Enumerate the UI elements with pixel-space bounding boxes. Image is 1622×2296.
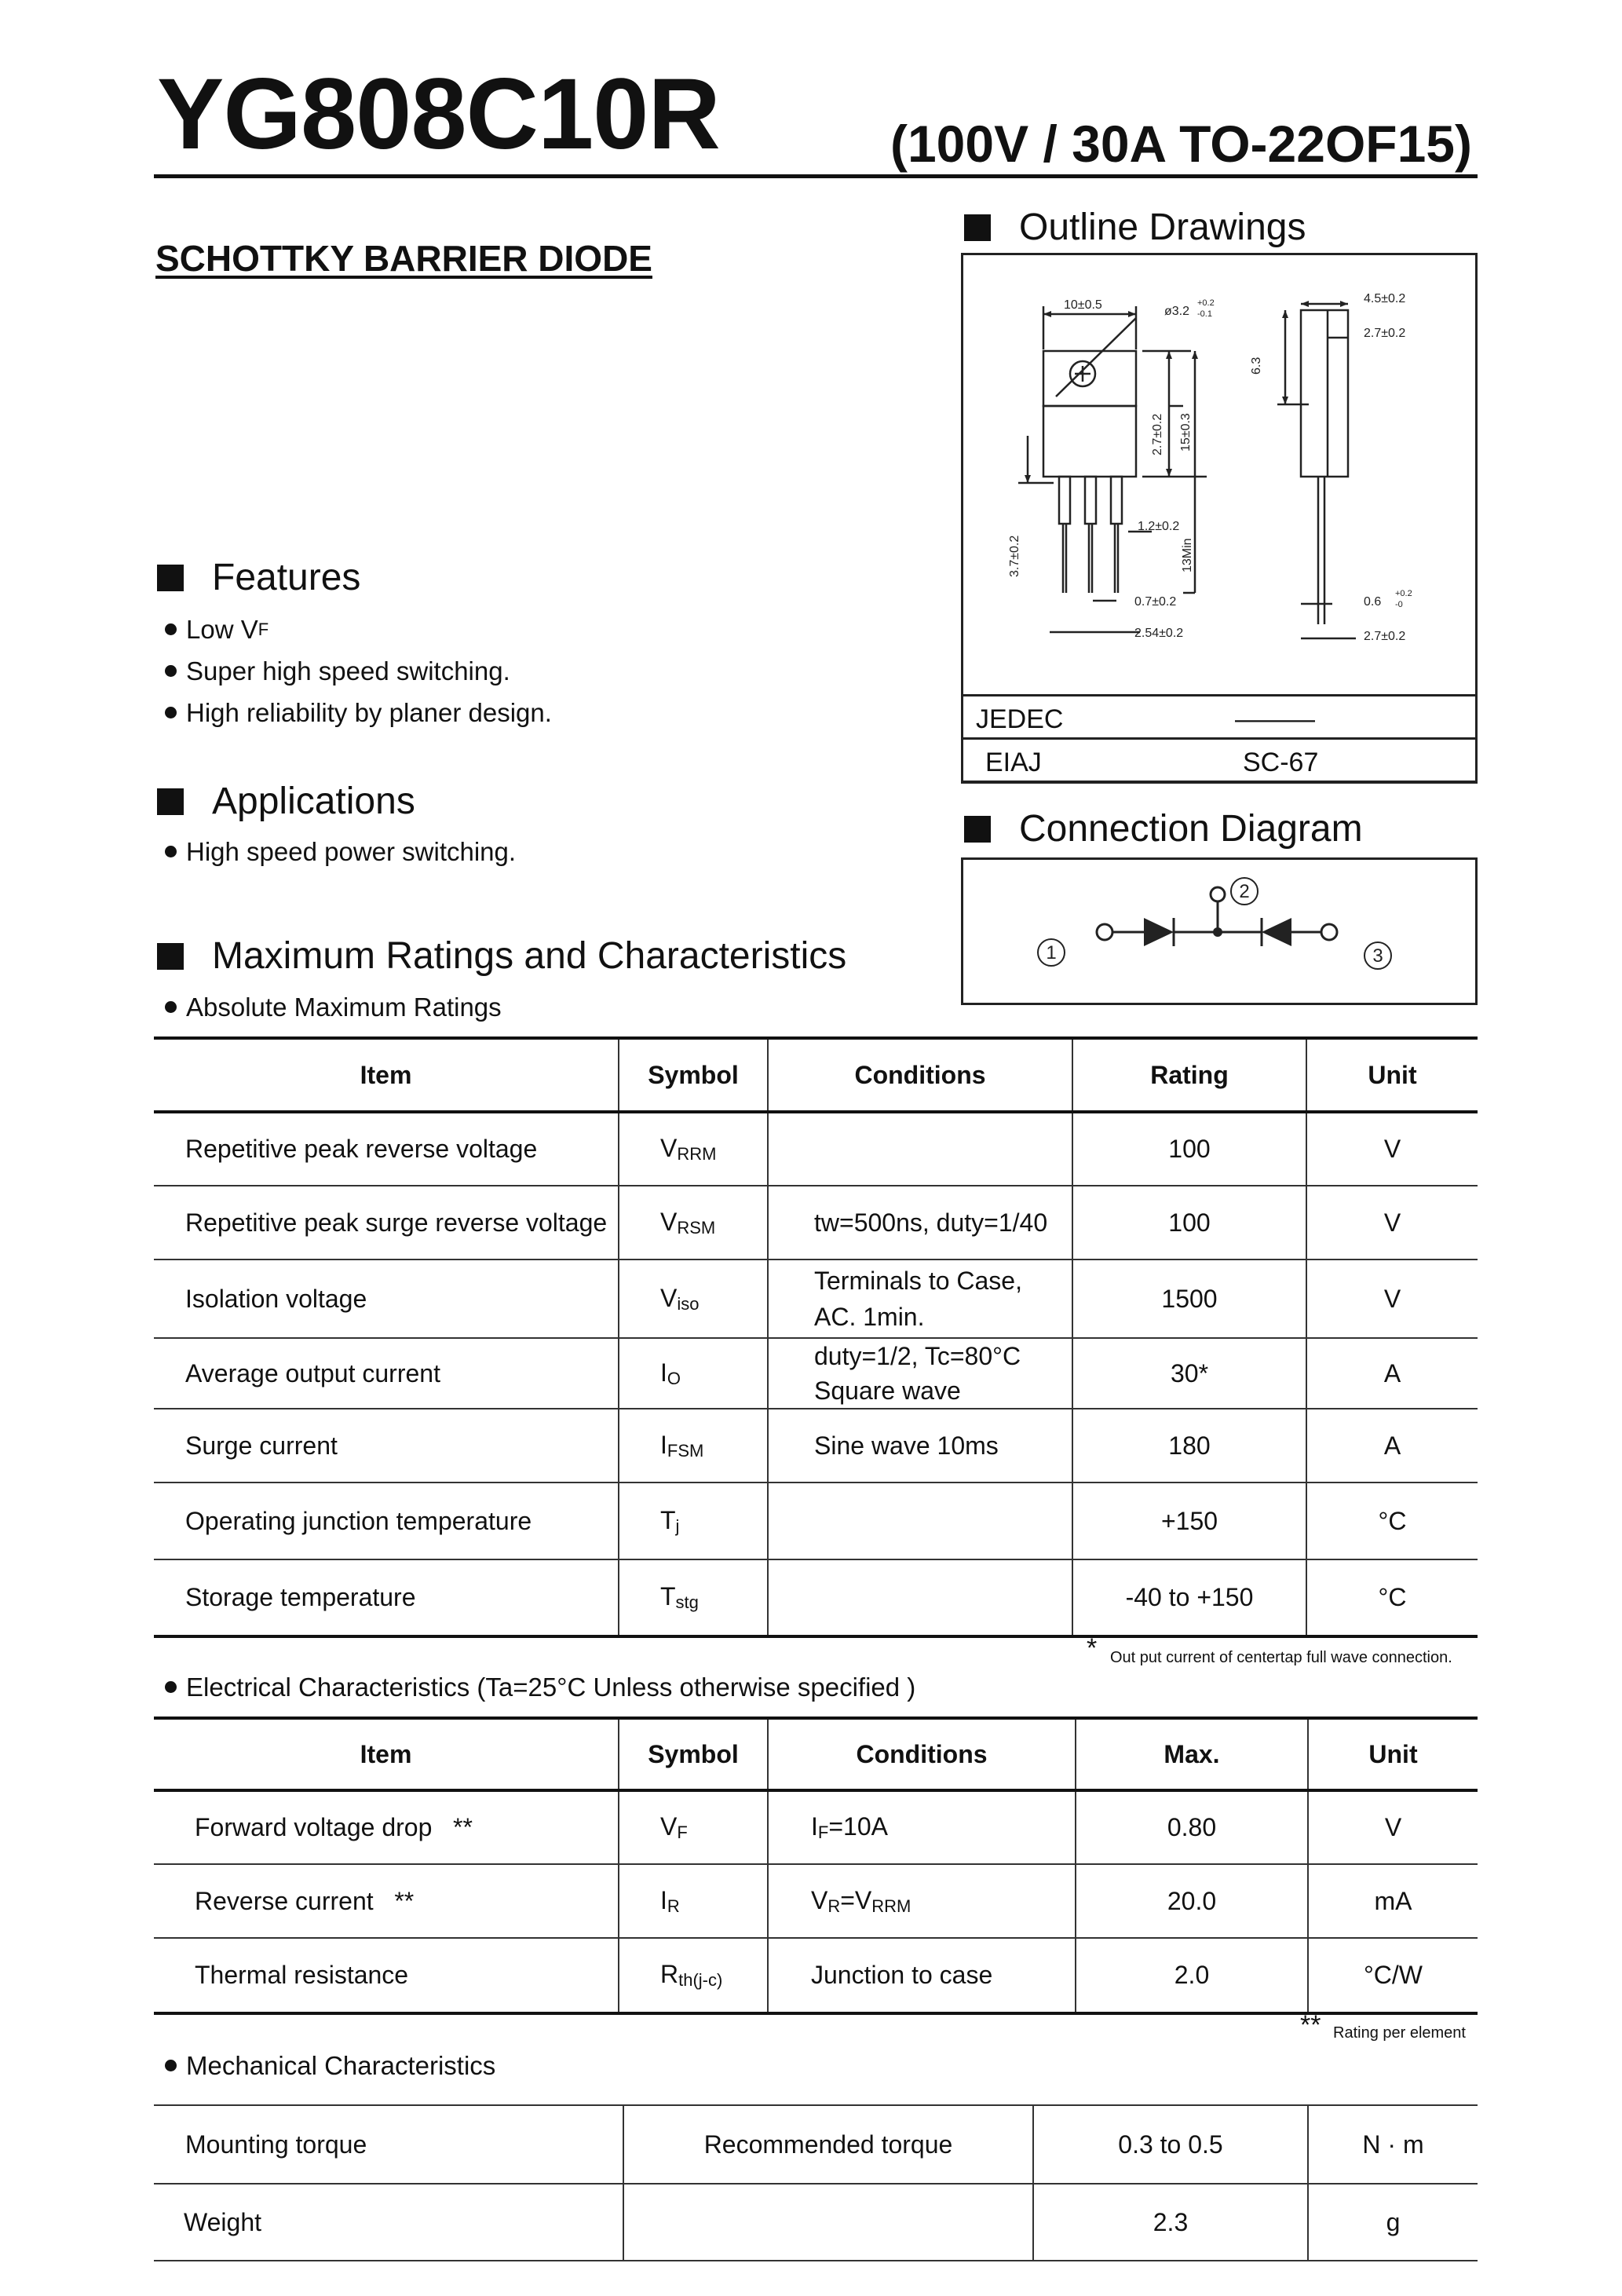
dim-lead-wide: 1.2±0.2 bbox=[1138, 520, 1180, 533]
list-item: High reliability by planer design. bbox=[165, 692, 552, 733]
bullet-icon bbox=[165, 665, 177, 677]
bullet-icon bbox=[165, 1681, 177, 1693]
svg-text:-0: -0 bbox=[1395, 600, 1403, 609]
title-rule bbox=[154, 174, 1478, 178]
table-row: Repetitive peak reverse voltage VRRM 100 V bbox=[154, 1112, 1478, 1186]
dim-hole: ø3.2 bbox=[1164, 305, 1190, 318]
square-bullet-icon bbox=[157, 943, 184, 970]
bullet-icon bbox=[165, 1001, 177, 1013]
square-bullet-icon bbox=[157, 788, 184, 815]
square-bullet-icon bbox=[964, 214, 991, 241]
dim-lead-offset: 2.7±0.2 bbox=[1364, 630, 1406, 643]
table-row: Thermal resistance Rth(j-c) Junction to case 2.0 °C/W bbox=[154, 1938, 1478, 2013]
pin-1-label: 1 bbox=[1046, 942, 1057, 963]
table-row: Isolation voltage Viso Terminals to Case, AC. 1min. 1500 V bbox=[154, 1260, 1478, 1338]
table-row: Operating junction temperature Tj +150 °C bbox=[154, 1483, 1478, 1559]
table-row: Storage temperature Tstg -40 to +150 °C bbox=[154, 1559, 1478, 1636]
table-row: Forward voltage drop ** VF IF=10A 0.80 V bbox=[154, 1790, 1478, 1864]
pin-2-label: 2 bbox=[1239, 881, 1250, 902]
table-row: Mounting torque Recommended torque 0.3 to 0.5 N · m bbox=[154, 2105, 1478, 2184]
footnote-mark: ** bbox=[1300, 2010, 1321, 2040]
list-item: High speed power switching. bbox=[165, 831, 516, 872]
diode-schematic bbox=[963, 860, 1475, 1003]
eiaj-row: EIAJ SC-67 bbox=[961, 737, 1478, 783]
features-list bbox=[165, 609, 552, 733]
list-item: Super high speed switching. bbox=[165, 650, 552, 692]
table-row: Average output current IO duty=1/2, Tc=80°C Square wave 30* A bbox=[154, 1338, 1478, 1409]
bullet-icon bbox=[165, 846, 177, 857]
ratings-heading: Maximum Ratings and Characteristics bbox=[157, 934, 846, 978]
table-header-row: Item Symbol Conditions Max. Unit bbox=[154, 1718, 1478, 1790]
table-row: Surge current IFSM Sine wave 10ms 180 A bbox=[154, 1409, 1478, 1483]
jedec-row: JEDEC ——— bbox=[961, 694, 1478, 740]
bullet-icon bbox=[165, 2060, 177, 2071]
dim-depth: 4.5±0.2 bbox=[1364, 292, 1406, 305]
pin-3-label: 3 bbox=[1372, 945, 1383, 967]
electrical-label: Electrical Characteristics (Ta=25°C Unless otherwise specified ) bbox=[165, 1666, 915, 1708]
table-header-row: Item Symbol Conditions Rating Unit bbox=[154, 1038, 1478, 1112]
part-number: YG808C10R bbox=[157, 58, 720, 170]
abs-max-label: Absolute Maximum Ratings bbox=[165, 986, 502, 1028]
dim-pitch: 2.54±0.2 bbox=[1134, 627, 1184, 640]
mechanical-label: Mechanical Characteristics bbox=[165, 2045, 495, 2086]
features-heading: Features bbox=[157, 556, 360, 599]
diode-anode-1-icon bbox=[1144, 918, 1174, 946]
square-bullet-icon bbox=[157, 565, 184, 591]
bullet-icon bbox=[165, 707, 177, 718]
dim-hole-pos: 2.7±0.2 bbox=[1151, 413, 1164, 455]
mechanical-table bbox=[154, 2104, 1478, 2261]
footnote-mark: * bbox=[1087, 1633, 1098, 1663]
electrical-table bbox=[154, 1717, 1478, 2015]
table-row: Repetitive peak surge reverse voltage VRSM tw=500ns, duty=1/40 100 V bbox=[154, 1186, 1478, 1260]
abs-max-ratings-table bbox=[154, 1036, 1478, 1638]
dim-body-height: 15±0.3 bbox=[1179, 413, 1193, 452]
applications-heading: Applications bbox=[157, 780, 415, 823]
svg-text:+0.2: +0.2 bbox=[1197, 298, 1215, 308]
dim-tab-height: 6.3 bbox=[1250, 356, 1263, 375]
svg-text:-0.1: -0.1 bbox=[1197, 309, 1212, 319]
part-spec: (100V / 30A TO-22OF15) bbox=[890, 115, 1472, 173]
dim-lead-shoulder: 3.7±0.2 bbox=[1008, 535, 1021, 577]
dim-lead-thickness: 0.6 bbox=[1364, 595, 1382, 609]
applications-list bbox=[165, 831, 516, 872]
dim-width: 10±0.5 bbox=[1064, 298, 1102, 312]
dim-lead-width: 0.7±0.2 bbox=[1134, 595, 1177, 609]
connection-heading: Connection Diagram bbox=[964, 807, 1363, 850]
table-row: Weight 2.3 g bbox=[154, 2184, 1478, 2261]
table-row: Reverse current ** IR VR=VRRM 20.0 mA bbox=[154, 1864, 1478, 1938]
outline-heading: Outline Drawings bbox=[964, 206, 1306, 249]
svg-text:+0.2: +0.2 bbox=[1395, 589, 1412, 598]
dim-lead-length: 13Min bbox=[1181, 538, 1194, 572]
bullet-icon bbox=[165, 623, 177, 635]
device-type: SCHOTTKY BARRIER DIODE bbox=[155, 238, 652, 279]
electrical-footnote: Rating per element bbox=[1333, 2024, 1466, 2042]
package-outline-drawing bbox=[963, 255, 1475, 695]
square-bullet-icon bbox=[964, 816, 991, 843]
connection-diagram-box bbox=[961, 857, 1478, 1005]
list-item: Low V F bbox=[165, 609, 552, 650]
diode-anode-3-icon bbox=[1262, 918, 1291, 946]
ratings-footnote: Out put current of centertap full wave connection. bbox=[1110, 1649, 1452, 1666]
dim-tab: 2.7±0.2 bbox=[1364, 327, 1406, 340]
